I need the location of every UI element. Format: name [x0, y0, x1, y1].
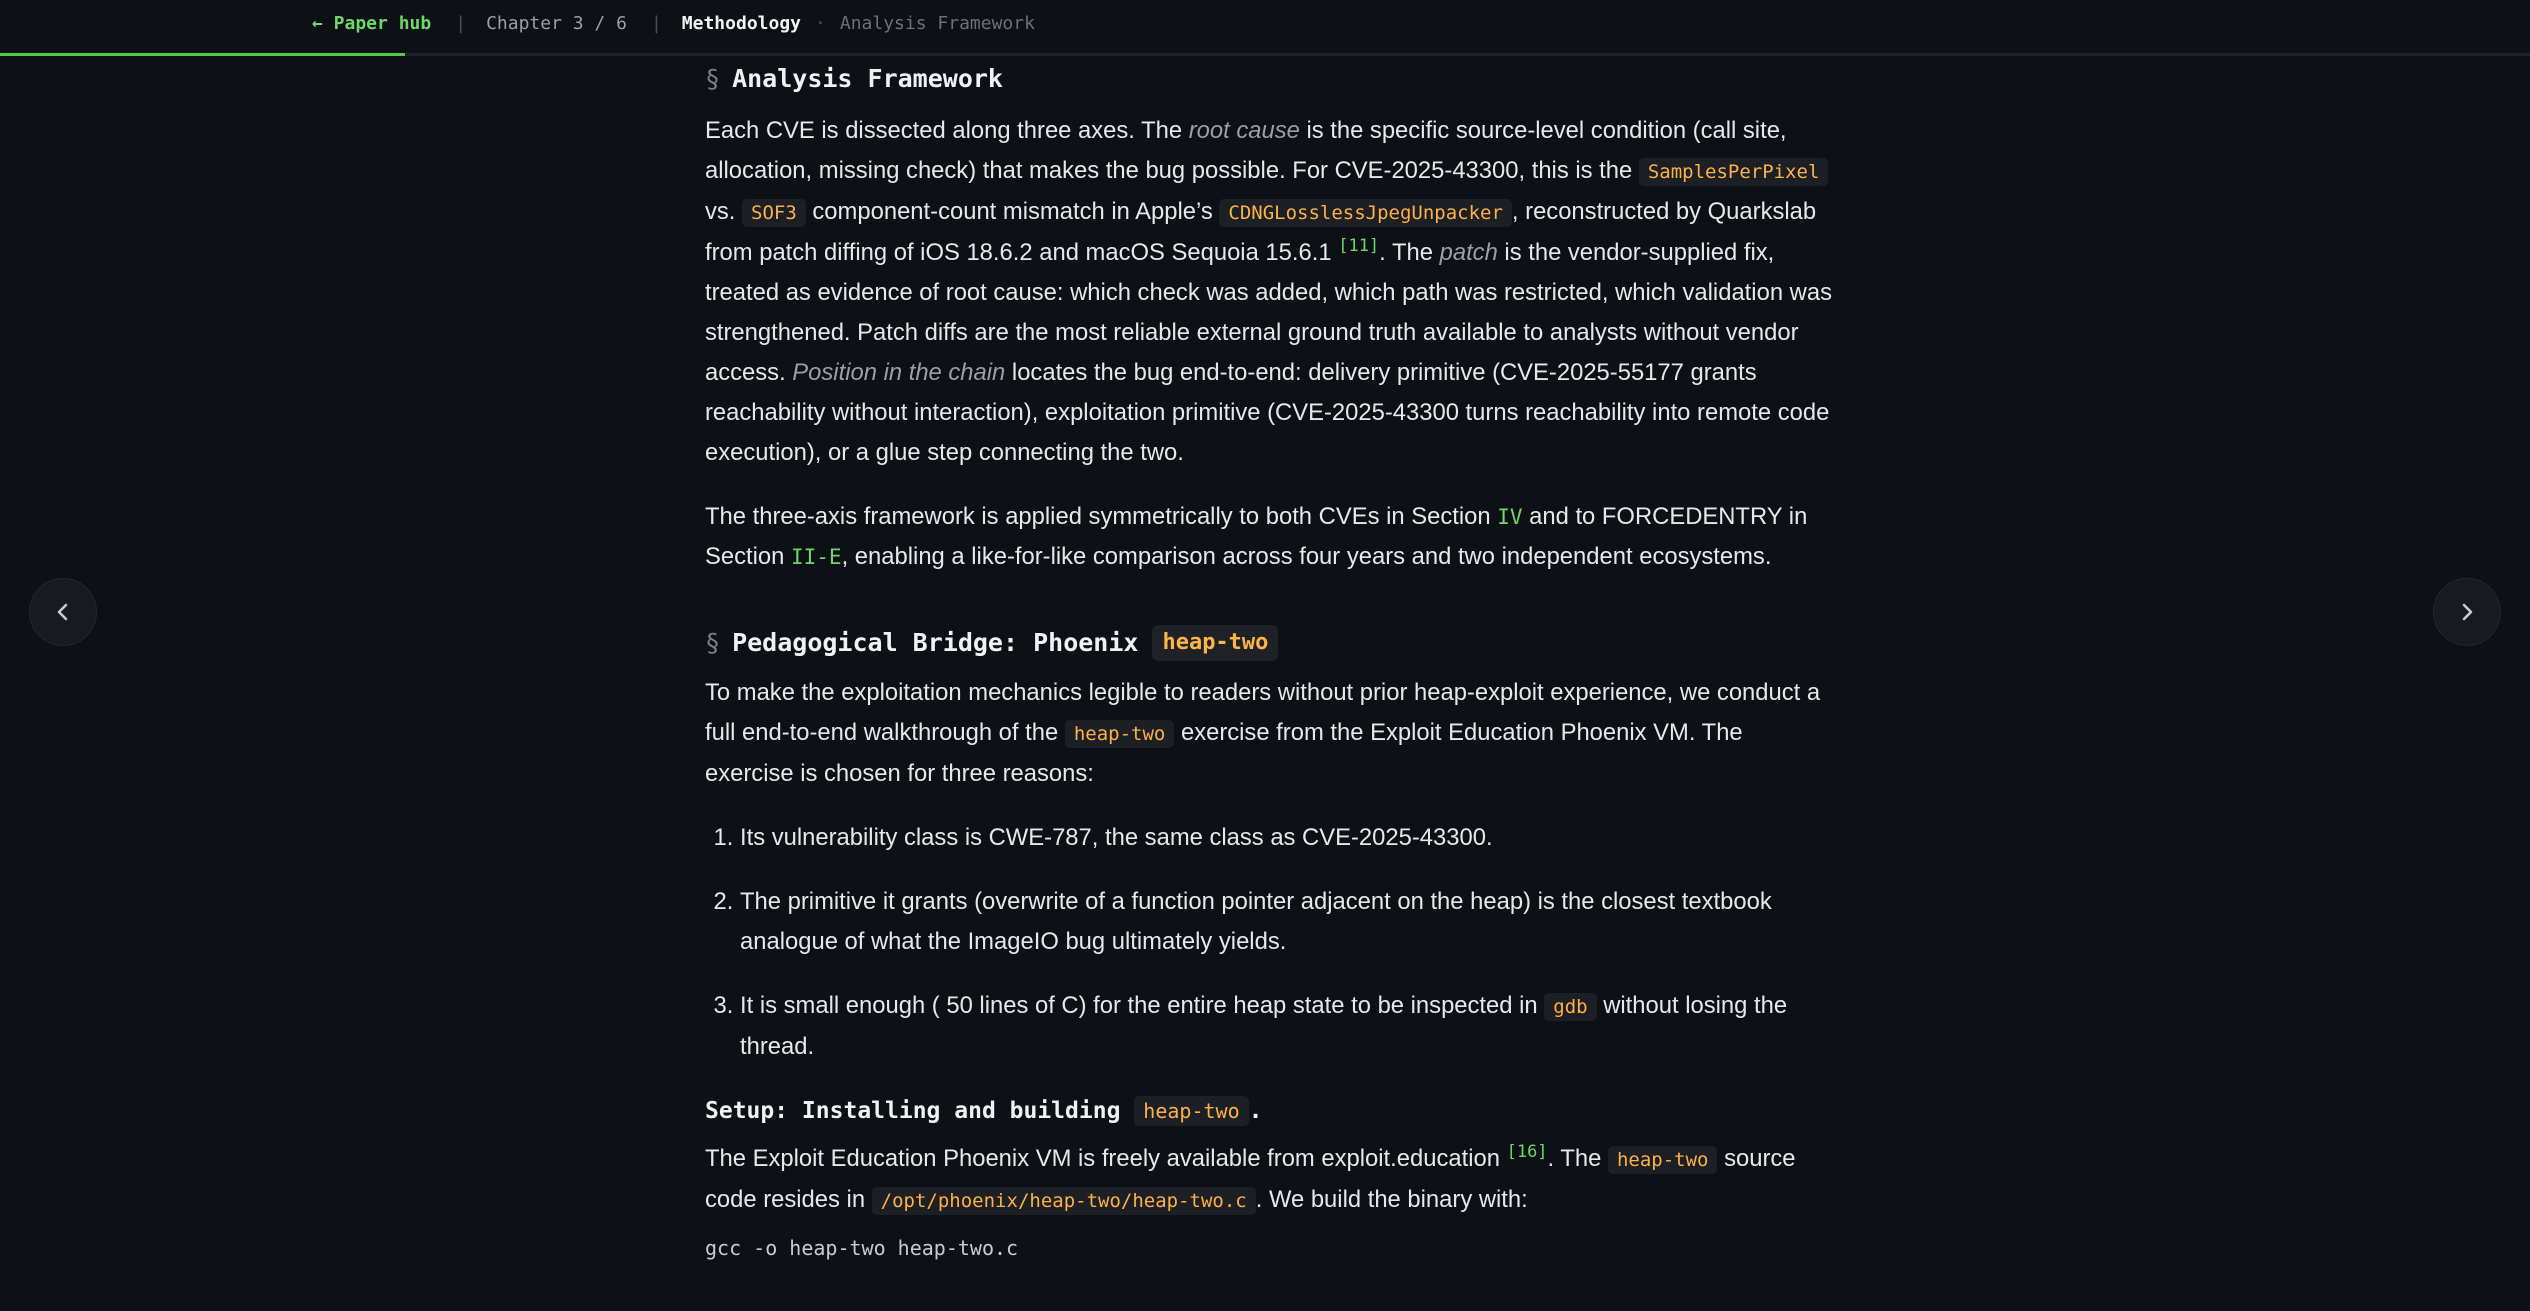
paragraph: The Exploit Education Phoenix VM is freely available from exploit.education [16]. The heap-two source code resides in /opt/phoenix/heap-two/heap-two.c . We build the binary with:	[705, 1142, 1796, 1213]
list-item: 1. Its vulnerability class is CWE-787, the same class as CVE-2025-43300.	[740, 818, 1835, 858]
section-heading	[705, 623, 1835, 663]
term-patch: patch	[1439, 239, 1498, 266]
breadcrumb-separator: |	[650, 13, 662, 34]
inline-code: SOF3	[742, 199, 806, 227]
term-root-cause: root cause	[1188, 117, 1300, 144]
paper-hub-link[interactable]: ← Paper hub	[312, 13, 432, 34]
breadcrumb	[312, 13, 1035, 34]
paragraph: Each CVE is dissected along three axes. The root cause is the specific source-level condition (call site, allocation, missing check) that makes the bug possible. For CVE-2025-43300, this is the SamplesPerPixel vs. SOF3 component-count mismatch in Apple’s CDNGLosslessJpegUnpacker , reconstructed by Quarkslab from patch diffing of iOS 18.6.2 and macOS Sequoia 15.6.1 [11]. The patch is the vendor-supplied fix, treated as evidence of root cause: which check was added, which path was restricted, which validation was strengthened. Patch diffs are the most reliable external ground truth available to analysts without vendor access. Position in the chain locates the bug end-to-end: delivery primitive (CVE-2025-55177 grants reachability without interaction), exploitation primitive (CVE-2025-43300 turns reachability into remote code execution), or a glue step connecting the two.	[705, 117, 1832, 466]
inline-code: heap-two	[1608, 1146, 1718, 1174]
reasons-list	[705, 818, 1835, 1067]
inline-code: heap-two	[1065, 720, 1175, 748]
breadcrumb-dot: ·	[815, 13, 826, 34]
inline-code: heap-two	[1134, 1096, 1248, 1126]
term-position-in-chain: Position in the chain	[792, 359, 1006, 386]
article-body	[705, 53, 1835, 1263]
section-pedagogical-bridge	[705, 623, 1835, 1263]
next-page-button[interactable]	[2433, 578, 2501, 646]
inline-code: gdb	[1544, 993, 1596, 1021]
previous-page-button[interactable]	[29, 578, 97, 646]
inline-code: CDNGLosslessJpegUnpacker	[1219, 199, 1512, 227]
build-command: gcc -o heap-two heap-two.c	[705, 1236, 1019, 1260]
citation-link[interactable]: [11]	[1338, 236, 1380, 257]
citation-link[interactable]: [16]	[1506, 1142, 1548, 1163]
paragraph: The three-axis framework is applied symmetrically to both CVEs in Section IV and to FORCEDENTRY in Section II-E, enabling a like-for-like comparison across four years and two independent ecosystems.	[705, 503, 1808, 570]
breadcrumb-separator: |	[455, 13, 467, 34]
section-link[interactable]: IV	[1497, 505, 1523, 529]
section-marker: §	[705, 628, 721, 657]
section-title: Pedagogical Bridge: Phoenix	[732, 628, 1139, 657]
section-code-tag: heap-two	[1152, 625, 1278, 661]
list-item: 2. The primitive it grants (overwrite of a function pointer adjacent on the heap) is the closest textbook analogue of what the ImageIO bug ultimately yields.	[740, 882, 1835, 962]
chevron-right-icon	[2456, 601, 2478, 623]
inline-code: /opt/phoenix/heap-two/heap-two.c	[872, 1187, 1256, 1215]
paragraph: To make the exploitation mechanics legible to readers without prior heap-exploit experience, we conduct a full end-to-end walkthrough of the heap-two exercise from the Exploit Education Phoenix VM. The exercise is chosen for three reasons:	[705, 679, 1821, 787]
section-title: Analysis Framework	[732, 64, 1003, 93]
chapter-indicator: Chapter 3 / 6	[486, 13, 627, 34]
section-marker: §	[705, 64, 721, 93]
chevron-left-icon	[52, 601, 74, 623]
breadcrumb-section[interactable]: Methodology	[681, 13, 802, 34]
section-analysis-framework	[705, 59, 1835, 577]
subsection-heading: Setup: Installing and building heap-two .	[705, 1098, 1263, 1124]
section-heading	[705, 59, 1835, 99]
section-link[interactable]: II-E	[791, 545, 842, 569]
inline-code: SamplesPerPixel	[1639, 158, 1829, 186]
reading-progress-bar	[0, 53, 405, 56]
list-item: 3. It is small enough ( 50 lines of C) for the entire heap state to be inspected in gdb without losing the thread.	[740, 986, 1835, 1067]
top-bar	[0, 0, 2530, 56]
breadcrumb-current: Analysis Framework	[839, 13, 1035, 34]
